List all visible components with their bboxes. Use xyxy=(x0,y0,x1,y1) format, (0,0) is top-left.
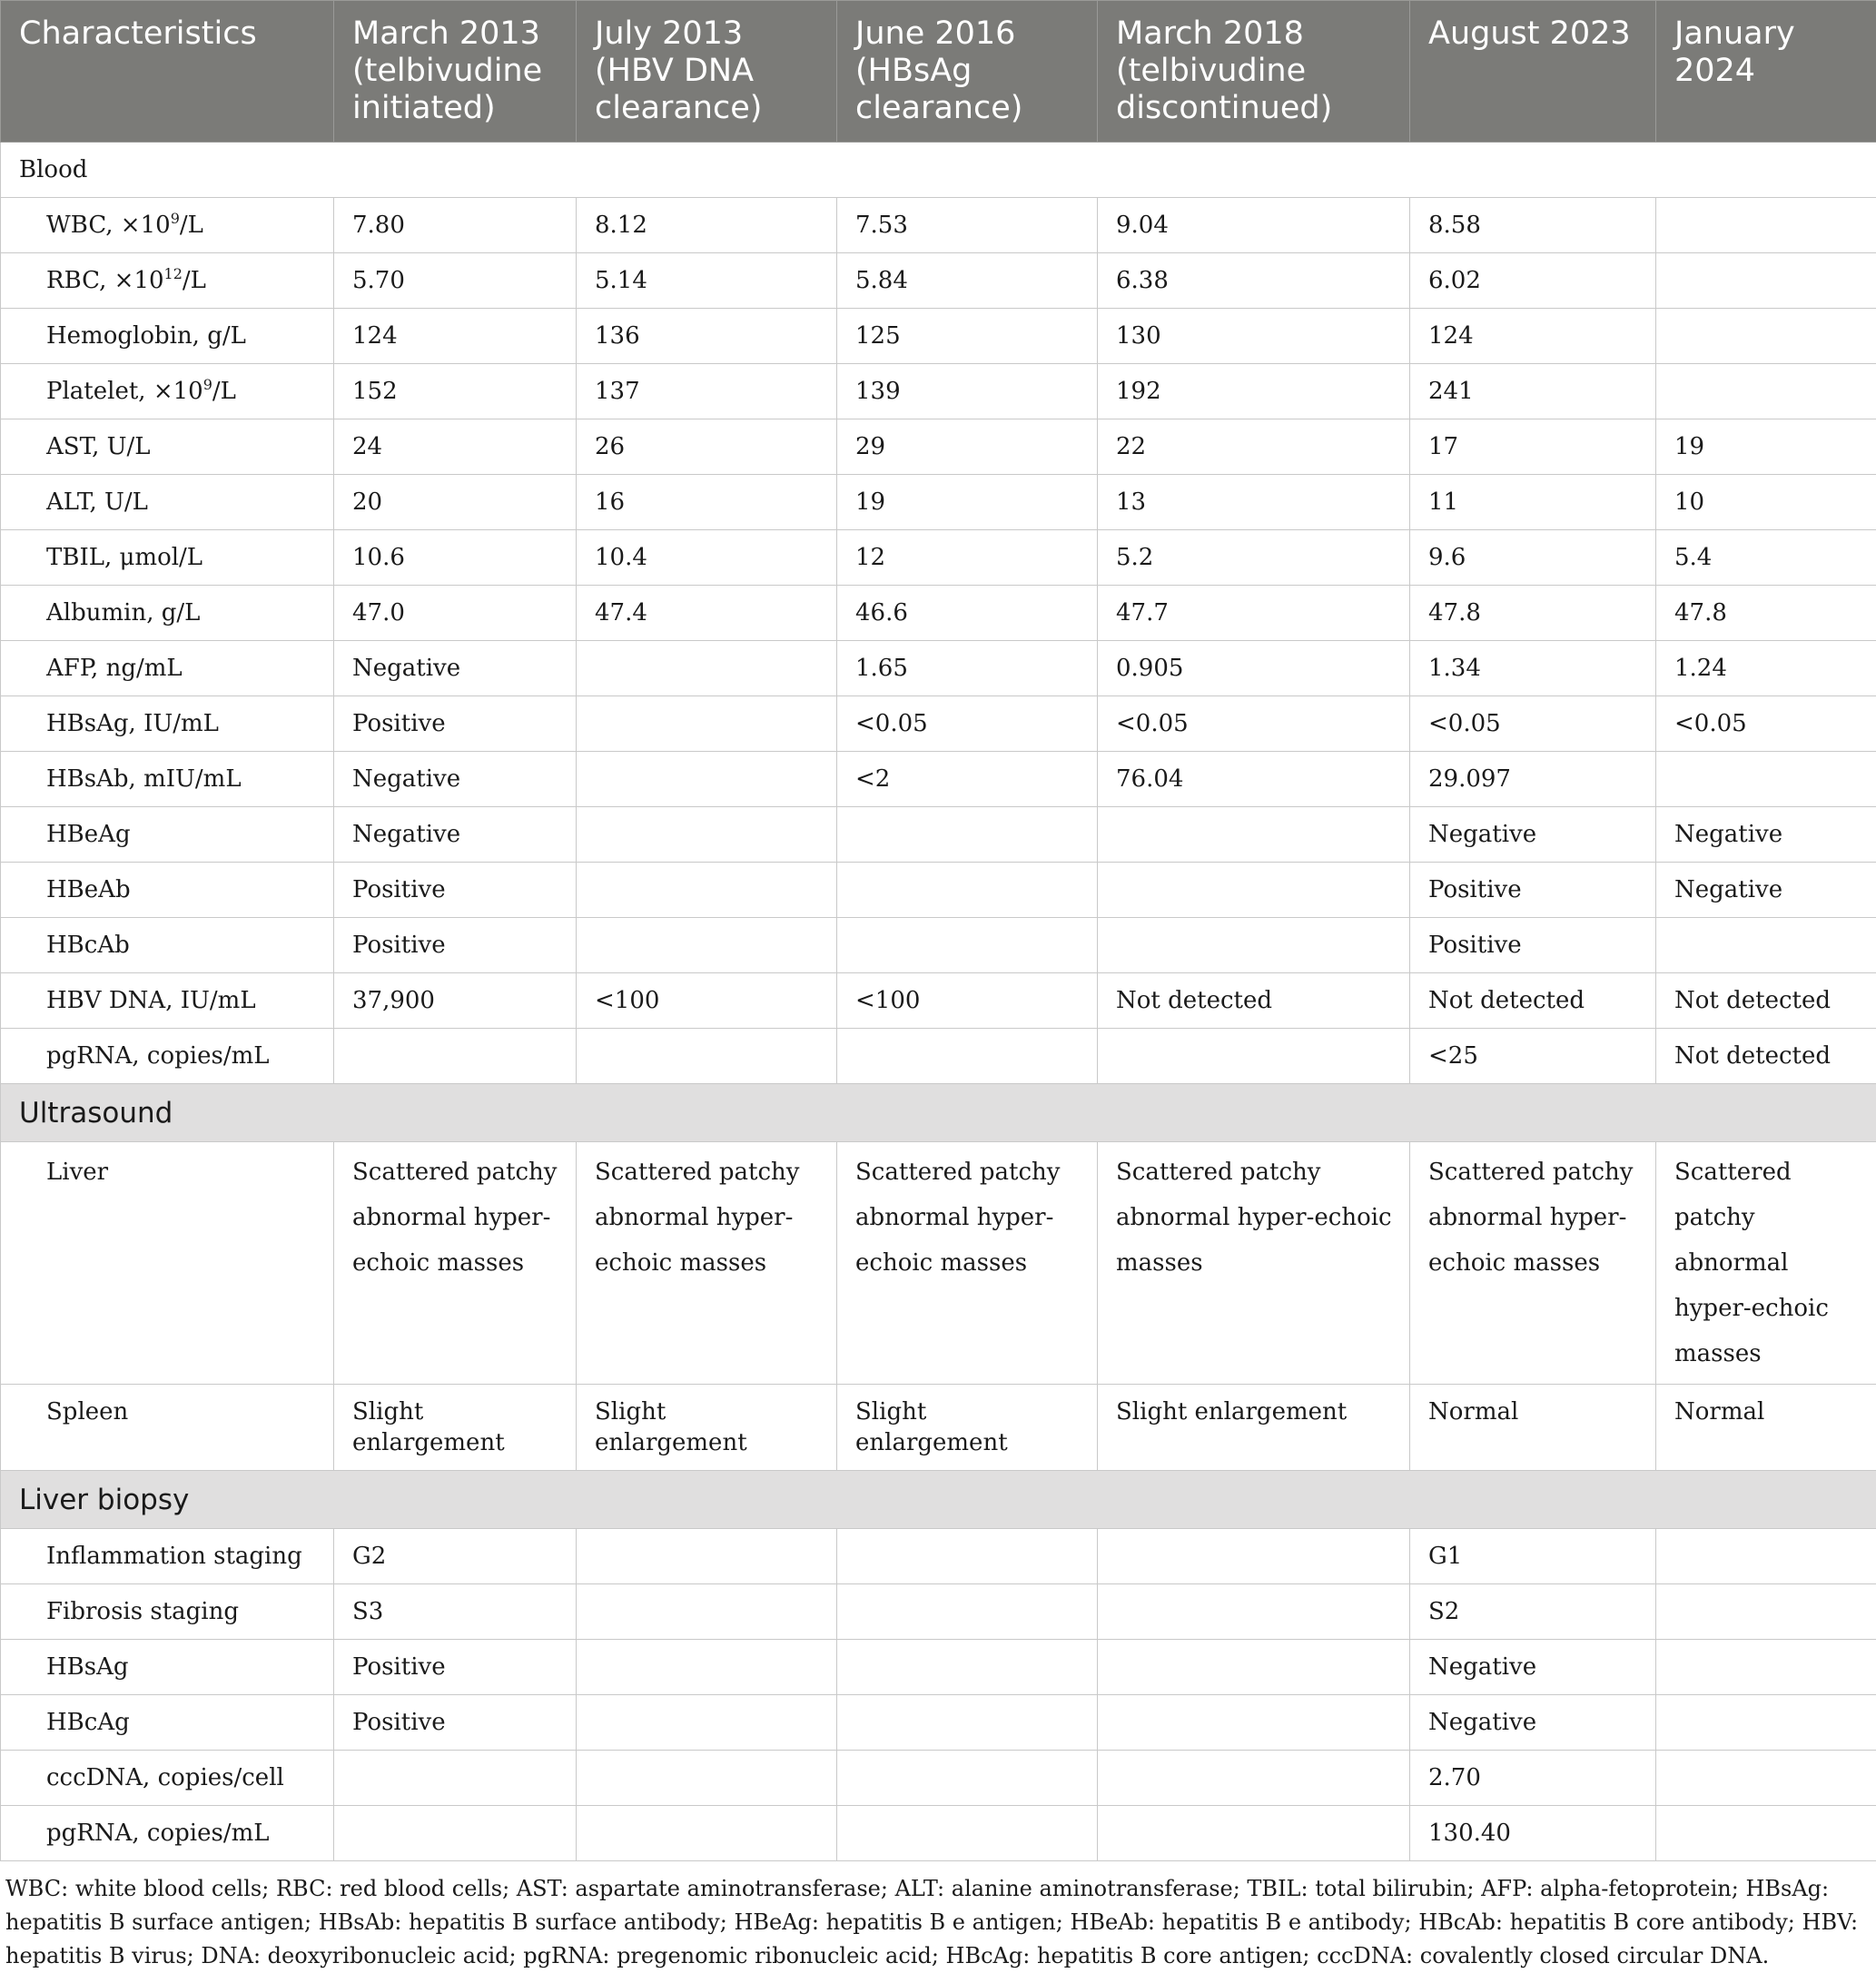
row-label-unit: /L xyxy=(212,378,236,405)
table-cell: 19 xyxy=(1656,419,1876,475)
table-cell xyxy=(1656,1529,1876,1584)
table-cell xyxy=(577,1806,837,1861)
table-cell: Not detected xyxy=(1098,973,1410,1029)
table-cell xyxy=(577,1695,837,1751)
row-label-text: pgRNA, copies/mL xyxy=(46,1820,270,1847)
table-cell: Negative xyxy=(1656,807,1876,863)
row-label-exponent: 9 xyxy=(171,210,180,227)
row-label-text: AST, U/L xyxy=(46,433,151,460)
table-cell xyxy=(1098,807,1410,863)
row-label xyxy=(1,1584,334,1640)
column-header-6: January 2024 xyxy=(1656,1,1876,143)
table-cell: 1.24 xyxy=(1656,641,1876,696)
row-label xyxy=(1,253,334,309)
table-cell: 137 xyxy=(577,364,837,419)
row-label-exponent: 12 xyxy=(164,265,183,282)
row-label-unit: /L xyxy=(183,267,206,294)
table-cell: Positive xyxy=(334,1695,577,1751)
table-cell: 29.097 xyxy=(1410,752,1656,807)
row-label-text: AFP, ng/mL xyxy=(46,655,183,682)
table-row xyxy=(1,973,1876,1029)
table-cell: Positive xyxy=(1410,863,1656,918)
table-cell: 10 xyxy=(1656,475,1876,530)
table-cell xyxy=(1656,1584,1876,1640)
table-row xyxy=(1,752,1876,807)
row-label-text: Inflammation staging xyxy=(46,1543,302,1570)
table-cell: 11 xyxy=(1410,475,1656,530)
table-row xyxy=(1,807,1876,863)
table-cell xyxy=(1098,863,1410,918)
column-header-1: March 2013 (telbivudine initiated) xyxy=(334,1,577,143)
table-cell: 8.58 xyxy=(1410,198,1656,253)
table-cell xyxy=(1098,1029,1410,1084)
row-label xyxy=(1,1529,334,1584)
table-row xyxy=(1,419,1876,475)
table-row xyxy=(1,1640,1876,1695)
table-cell: Scattered patchy abnormal hyper-echoic masses xyxy=(1656,1142,1876,1385)
table-cell: 5.4 xyxy=(1656,530,1876,586)
table-cell: 2.70 xyxy=(1410,1751,1656,1806)
table-cell: 19 xyxy=(837,475,1098,530)
table-cell: 9.6 xyxy=(1410,530,1656,586)
table-cell: 20 xyxy=(334,475,577,530)
table-cell xyxy=(1098,1529,1410,1584)
table-cell xyxy=(577,1029,837,1084)
row-label-exponent: 9 xyxy=(203,376,212,393)
row-label-text: Fibrosis staging xyxy=(46,1598,239,1625)
row-label-text: Liver xyxy=(46,1159,108,1186)
table-cell: 6.02 xyxy=(1410,253,1656,309)
table-cell: Negative xyxy=(1656,863,1876,918)
table-cell: <100 xyxy=(837,973,1098,1029)
table-cell: Negative xyxy=(1410,807,1656,863)
row-label xyxy=(1,586,334,641)
table-cell: 5.2 xyxy=(1098,530,1410,586)
table-cell xyxy=(577,918,837,973)
table-cell: <0.05 xyxy=(1656,696,1876,752)
row-label-text: HBcAg xyxy=(46,1709,130,1736)
column-header-4: March 2018 (telbivudine discontinued) xyxy=(1098,1,1410,143)
table-cell: Positive xyxy=(1410,918,1656,973)
row-label-text: Platelet, ×10 xyxy=(46,378,203,405)
table-footnote: WBC: white blood cells; RBC: red blood cells; AST: aspartate aminotransferase; ALT: alanine aminotransferase; TBIL: total bilirubin; AFP: alpha-fetoprotein; HBsAg: hepatitis B surface antigen; HBsAb: hepatitis B surface antibody; HBeAg: hepatitis B e antigen; HBeAb: hepatitis B e antibody; HBcAb: hepatitis B core antibody; HBV: hepatitis B virus; DNA: deoxyribonucleic acid; pgRNA: pregenomic ribonucleic acid; HBcAg: hepatitis B core antigen; cccDNA: covalently closed circular DNA. xyxy=(0,1861,1876,1973)
row-label-text: WBC, ×10 xyxy=(46,212,171,239)
table-cell: G1 xyxy=(1410,1529,1656,1584)
table-cell: S3 xyxy=(334,1584,577,1640)
table-cell: 10.6 xyxy=(334,530,577,586)
table-cell: 47.8 xyxy=(1410,586,1656,641)
table-cell xyxy=(1098,1640,1410,1695)
row-label-text: HBcAb xyxy=(46,932,130,959)
column-header-characteristics: Characteristics xyxy=(1,1,334,143)
table-cell: 241 xyxy=(1410,364,1656,419)
table-cell: 47.0 xyxy=(334,586,577,641)
table-cell: Positive xyxy=(334,863,577,918)
table-cell: 152 xyxy=(334,364,577,419)
table-cell: 5.84 xyxy=(837,253,1098,309)
table-row xyxy=(1,1695,1876,1751)
table-cell: Positive xyxy=(334,696,577,752)
row-label xyxy=(1,419,334,475)
table-row xyxy=(1,1584,1876,1640)
section-title: Blood xyxy=(1,143,1876,198)
table-cell: 8.12 xyxy=(577,198,837,253)
row-label xyxy=(1,475,334,530)
row-label-text: HBeAb xyxy=(46,876,131,903)
table-row xyxy=(1,1029,1876,1084)
table-cell: 46.6 xyxy=(837,586,1098,641)
table-header xyxy=(1,1,1876,143)
table-cell: 5.14 xyxy=(577,253,837,309)
table-cell: Slight enlargement xyxy=(837,1385,1098,1471)
row-label xyxy=(1,918,334,973)
table-cell: Negative xyxy=(334,807,577,863)
row-label xyxy=(1,364,334,419)
row-label xyxy=(1,1806,334,1861)
table-cell: S2 xyxy=(1410,1584,1656,1640)
table-cell: <0.05 xyxy=(1098,696,1410,752)
table-row xyxy=(1,1385,1876,1471)
row-label xyxy=(1,1695,334,1751)
table-cell: <0.05 xyxy=(1410,696,1656,752)
table-cell xyxy=(577,752,837,807)
table-cell xyxy=(837,1695,1098,1751)
column-header-2: July 2013 (HBV DNA clearance) xyxy=(577,1,837,143)
table-cell xyxy=(1098,1584,1410,1640)
table-cell: 22 xyxy=(1098,419,1410,475)
table-cell: 1.65 xyxy=(837,641,1098,696)
table-cell: 130 xyxy=(1098,309,1410,364)
table-cell: 76.04 xyxy=(1098,752,1410,807)
table-row xyxy=(1,918,1876,973)
table-cell xyxy=(837,1029,1098,1084)
table-cell: 7.80 xyxy=(334,198,577,253)
table-cell xyxy=(837,1806,1098,1861)
row-label-text: Hemoglobin, g/L xyxy=(46,322,246,350)
table-cell: 7.53 xyxy=(837,198,1098,253)
table-cell xyxy=(577,863,837,918)
table-cell: Scattered patchy abnormal hyper-echoic masses xyxy=(577,1142,837,1385)
table-cell: 192 xyxy=(1098,364,1410,419)
row-label xyxy=(1,641,334,696)
row-label xyxy=(1,309,334,364)
table-cell: Not detected xyxy=(1656,1029,1876,1084)
table-cell xyxy=(837,1640,1098,1695)
column-header-5: August 2023 xyxy=(1410,1,1656,143)
table-cell: Positive xyxy=(334,918,577,973)
table-cell: Scattered patchy abnormal hyper-echoic masses xyxy=(1098,1142,1410,1385)
table-body xyxy=(1,143,1876,1861)
row-label-unit: /L xyxy=(180,212,203,239)
table-cell: Scattered patchy abnormal hyper-echoic masses xyxy=(1410,1142,1656,1385)
section-title: Liver biopsy xyxy=(1,1471,1876,1529)
row-label xyxy=(1,1142,334,1385)
row-label xyxy=(1,696,334,752)
table-cell: Slight enlargement xyxy=(1098,1385,1410,1471)
table-cell: 5.70 xyxy=(334,253,577,309)
table-cell: 124 xyxy=(1410,309,1656,364)
table-cell: Positive xyxy=(334,1640,577,1695)
row-label-text: Spleen xyxy=(46,1398,128,1425)
row-label-text: HBsAg xyxy=(46,1653,129,1681)
table-cell xyxy=(837,918,1098,973)
table-cell: 136 xyxy=(577,309,837,364)
table-cell: 47.7 xyxy=(1098,586,1410,641)
table-cell: <0.05 xyxy=(837,696,1098,752)
table-cell: 29 xyxy=(837,419,1098,475)
table-cell: 139 xyxy=(837,364,1098,419)
table-cell: <2 xyxy=(837,752,1098,807)
row-label-text: HBeAg xyxy=(46,821,131,848)
table-cell: 125 xyxy=(837,309,1098,364)
table-row xyxy=(1,641,1876,696)
table-cell: 124 xyxy=(334,309,577,364)
table-cell: Negative xyxy=(1410,1640,1656,1695)
table-cell xyxy=(1656,253,1876,309)
row-label-text: HBV DNA, IU/mL xyxy=(46,987,256,1014)
table-cell: 17 xyxy=(1410,419,1656,475)
table-cell xyxy=(1656,198,1876,253)
row-label-text: HBsAb, mIU/mL xyxy=(46,765,242,793)
row-label-text: TBIL, μmol/L xyxy=(46,544,202,571)
table-cell xyxy=(1656,918,1876,973)
table-cell: 47.8 xyxy=(1656,586,1876,641)
row-label xyxy=(1,1640,334,1695)
table-cell: Negative xyxy=(334,641,577,696)
table-cell: 37,900 xyxy=(334,973,577,1029)
table-cell xyxy=(1098,1695,1410,1751)
table-cell xyxy=(837,863,1098,918)
row-label-text: RBC, ×10 xyxy=(46,267,164,294)
section-row xyxy=(1,1471,1876,1529)
table-row xyxy=(1,1806,1876,1861)
table-cell: Scattered patchy abnormal hyper-echoic masses xyxy=(837,1142,1098,1385)
table-cell xyxy=(1656,364,1876,419)
table-cell xyxy=(1656,309,1876,364)
table-cell xyxy=(1098,1806,1410,1861)
table-cell: 26 xyxy=(577,419,837,475)
table-cell xyxy=(577,641,837,696)
table-cell: Normal xyxy=(1656,1385,1876,1471)
table-cell: <100 xyxy=(577,973,837,1029)
table-cell xyxy=(577,1640,837,1695)
row-label xyxy=(1,530,334,586)
row-label-text: Albumin, g/L xyxy=(46,599,200,626)
table-cell xyxy=(1656,1695,1876,1751)
table-cell: 12 xyxy=(837,530,1098,586)
table-row xyxy=(1,475,1876,530)
row-label xyxy=(1,807,334,863)
table-cell: 16 xyxy=(577,475,837,530)
table-cell: 13 xyxy=(1098,475,1410,530)
table-row xyxy=(1,863,1876,918)
table-cell: Negative xyxy=(1410,1695,1656,1751)
table-row xyxy=(1,309,1876,364)
row-label xyxy=(1,1385,334,1471)
header-row xyxy=(1,1,1876,143)
table-cell: Not detected xyxy=(1410,973,1656,1029)
table-cell: 9.04 xyxy=(1098,198,1410,253)
table-row xyxy=(1,530,1876,586)
table-cell: Not detected xyxy=(1656,973,1876,1029)
row-label-text: pgRNA, copies/mL xyxy=(46,1042,270,1070)
row-label xyxy=(1,1751,334,1806)
table-cell xyxy=(1656,1806,1876,1861)
table-cell xyxy=(577,1529,837,1584)
table-row xyxy=(1,586,1876,641)
table-cell xyxy=(837,1751,1098,1806)
column-header-3: June 2016 (HBsAg clearance) xyxy=(837,1,1098,143)
table-cell: Negative xyxy=(334,752,577,807)
table-cell: 10.4 xyxy=(577,530,837,586)
row-label xyxy=(1,863,334,918)
table-cell xyxy=(1098,918,1410,973)
table-cell xyxy=(1656,1640,1876,1695)
table-cell xyxy=(837,807,1098,863)
row-label xyxy=(1,752,334,807)
table-cell: G2 xyxy=(334,1529,577,1584)
row-label xyxy=(1,1029,334,1084)
table-cell xyxy=(1656,1751,1876,1806)
table-cell: 24 xyxy=(334,419,577,475)
table-row xyxy=(1,1529,1876,1584)
row-label-text: ALT, U/L xyxy=(46,488,148,516)
table-cell: Normal xyxy=(1410,1385,1656,1471)
table-cell: 1.34 xyxy=(1410,641,1656,696)
table-row xyxy=(1,198,1876,253)
table-cell xyxy=(837,1529,1098,1584)
section-title: Ultrasound xyxy=(1,1084,1876,1142)
table-cell: 130.40 xyxy=(1410,1806,1656,1861)
table-cell: <25 xyxy=(1410,1029,1656,1084)
table-row xyxy=(1,1142,1876,1385)
table-cell xyxy=(837,1584,1098,1640)
table-row xyxy=(1,364,1876,419)
section-row xyxy=(1,1084,1876,1142)
table-cell xyxy=(577,1751,837,1806)
row-label xyxy=(1,198,334,253)
table-cell: Slight enlargement xyxy=(577,1385,837,1471)
section-row xyxy=(1,143,1876,198)
table-cell xyxy=(334,1751,577,1806)
table-row xyxy=(1,253,1876,309)
table-cell xyxy=(577,696,837,752)
table-row xyxy=(1,1751,1876,1806)
table-cell xyxy=(334,1029,577,1084)
table-cell xyxy=(577,807,837,863)
table-cell xyxy=(334,1806,577,1861)
row-label-text: HBsAg, IU/mL xyxy=(46,710,219,737)
table-cell xyxy=(1656,752,1876,807)
table-cell: 6.38 xyxy=(1098,253,1410,309)
row-label xyxy=(1,973,334,1029)
table-cell: 0.905 xyxy=(1098,641,1410,696)
table-cell: Scattered patchy abnormal hyper-echoic masses xyxy=(334,1142,577,1385)
table-cell: Slight enlargement xyxy=(334,1385,577,1471)
table-cell: 47.4 xyxy=(577,586,837,641)
row-label-text: cccDNA, copies/cell xyxy=(46,1764,284,1791)
table-cell xyxy=(1098,1751,1410,1806)
table-row xyxy=(1,696,1876,752)
table-cell xyxy=(577,1584,837,1640)
